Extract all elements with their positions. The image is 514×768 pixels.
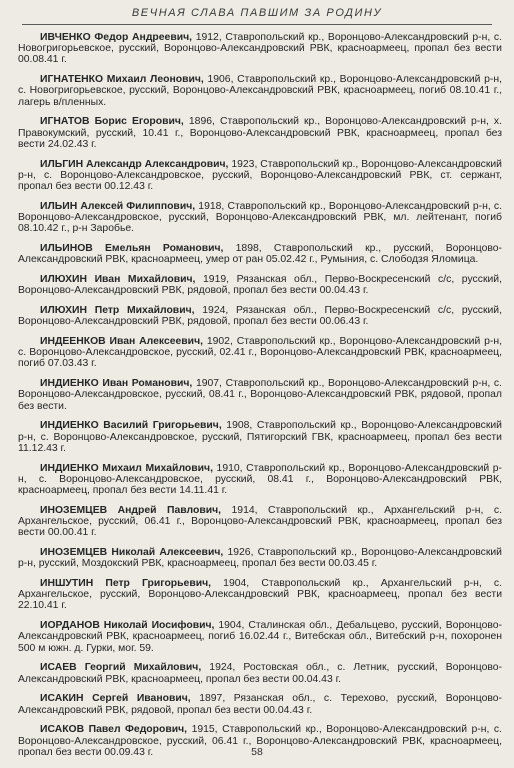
entry-details: 1915, Ставропольский кр., Воронцово-Александровский р-н, с. Воронцово-Александровское, русский, 06.41 г., Воронцово-Александровский РВК, красноармеец, пропал без вести 00.09.43 г. bbox=[18, 724, 502, 758]
entry-name: ИЛЬГИН Александр Александрович, bbox=[40, 158, 229, 170]
entry-details: 1914, Ставропольский кр., Архангельский р-н, с. Архангельское, русский, 06.41 г., Воронцово-Александровский РВК, красноармеец, пропал без вести 00.00.41 г. bbox=[18, 504, 502, 539]
entry-details: 1906, Ставропольский кр., Воронцово-Александровский р-н, с. Новогригорьевское, русский, Воронцово-Александровский РВК, красноармеец, погиб 08.10.41 г., лагерь в/пленных. bbox=[18, 74, 503, 108]
memorial-entry bbox=[18, 420, 502, 454]
entry-list bbox=[18, 32, 502, 767]
entry-name: ИОРДАНОВ Николай Иосифович, bbox=[40, 620, 215, 632]
entry-name: ИНДИЕНКО Василий Григорьевич, bbox=[40, 420, 222, 432]
entry-name: ИНОЗЕМЦЕВ Андрей Павлович, bbox=[40, 504, 222, 516]
entry-details: 1896, Ставропольский кр., Воронцово-Александровский р-н, х. Правокумский, русский, 10.41 г., Воронцово-Александровский РВК, красноармеец, пропал без вести 24.02.43 г. bbox=[18, 116, 503, 150]
entry-name: ИСАКИН Сергей Иванович, bbox=[40, 693, 191, 705]
entry-name: ИСАЕВ Георгий Михайлович, bbox=[40, 662, 202, 674]
memorial-entry bbox=[18, 620, 502, 654]
entry-name: ИСАКОВ Павел Федорович, bbox=[40, 724, 188, 736]
memorial-entry bbox=[18, 305, 502, 327]
header-rule bbox=[22, 24, 492, 25]
entry-details: 1910, Ставропольский кр., Воронцово-Александровский р-н, с. Воронцово-Александровское, русский, 08.41 г., Воронцово-Александровский РВК, красноармеец, пропал без вести 14.11.41 г. bbox=[18, 462, 502, 497]
entry-details: 1897, Рязанская обл., с. Терехово, русский, Воронцово-Александровский РВК, рядовой, пропал без вести 00.04.43 г. bbox=[18, 693, 502, 716]
entry-details: 1902, Ставропольский кр., Воронцово-Александровский р-н, с. Воронцово-Александровское, русский, 02.41 г., Воронцово-Александровский РВК, красноармеец, погиб 07.03.43 г. bbox=[18, 336, 502, 370]
entry-details: 1908, Ставропольский кр., Воронцово-Александровский р-н, с. Воронцово-Александровское, русский, Пятигорский ГВК, красноармеец, пропал без вести 11.12.43 г. bbox=[18, 420, 502, 454]
memorial-entry bbox=[18, 274, 502, 296]
entry-name: ИНОЗЕМЦЕВ Николай Алексеевич, bbox=[40, 547, 224, 559]
memorial-entry bbox=[18, 662, 502, 684]
memorial-entry bbox=[18, 159, 502, 193]
entry-details: 1898, Ставропольский кр., русский, Воронцово-Александровский РВК, красноармеец, умер от ран 05.02.42 г., Румыния, с. Слободзя Яломица. bbox=[18, 243, 502, 266]
entry-name: ИНДИЕНКО Михаил Михайлович, bbox=[40, 462, 213, 474]
entry-name: ИЛЬИН Алексей Филиппович, bbox=[40, 200, 196, 212]
entry-details: 1918, Ставропольский кр., Воронцово-Александровский р-н, с. Воронцово-Александровское, русский, Воронцово-Александровский РВК, мл. лейтенант, погиб 08.10.42 г., р-н Заробье. bbox=[18, 200, 502, 235]
memorial-entry bbox=[18, 578, 502, 612]
memorial-entry bbox=[18, 336, 502, 370]
entry-name: ИГНАТЕНКО Михаил Леонович, bbox=[40, 74, 204, 86]
entry-name: ИЛЬИНОВ Емельян Романович, bbox=[40, 243, 224, 255]
memorial-entry bbox=[18, 463, 502, 497]
running-head: ВЕЧНАЯ СЛАВА ПАВШИМ ЗА РОДИНУ bbox=[131, 7, 383, 19]
entry-details: 1926, Ставропольский кр., Воронцово-Александровский р-н, русский, Моздокский РВК, красноармеец, пропал без вести 00.03.45 г. bbox=[18, 547, 502, 570]
memorial-entry bbox=[18, 116, 502, 150]
memorial-entry bbox=[18, 505, 502, 539]
entry-name: ИГНАТОВ Борис Егорович, bbox=[40, 116, 184, 128]
entry-name: ИНШУТИН Петр Григорьевич, bbox=[40, 578, 212, 590]
entry-name: ИНДИЕНКО Иван Романович, bbox=[40, 378, 193, 390]
entry-details: 1912, Ставропольский кр., Воронцово-Александровский р-н, с. Новогригорьевское, русский, Воронцово-Александровский РВК, красноармеец, пропал без вести 00.08.41 г. bbox=[18, 32, 503, 66]
entry-name: ИНДЕЕНКОВ Иван Алексеевич, bbox=[40, 336, 203, 348]
entry-details: 1923, Ставропольский кр., Воронцово-Александровский р-н, с. Воронцово-Александровское, русский, Воронцово-Александровский РВК, ст. сержант, пропал без вести 00.12.43 г. bbox=[18, 158, 502, 193]
entry-details: 1904, Ставропольский кр., Архангельский р-н, с. Архангельское, русский, Воронцово-Александровский РВК, красноармеец, пропал без вести 22.10.41 г. bbox=[18, 578, 502, 612]
memorial-entry bbox=[18, 32, 502, 66]
memorial-entry bbox=[18, 378, 502, 412]
entry-details: 1907, Ставропольский кр., Воронцово-Александровский р-н, с. Воронцово-Александровское, русский, 08.41 г., Воронцово-Александровский РВК, рядовой, пропал без вести. bbox=[18, 378, 502, 412]
entry-details: 1924, Ростовская обл., с. Летник, русский, Воронцово-Александровский РВК, красноармеец, пропал без вести 00.04.43 г. bbox=[18, 662, 502, 685]
entry-details: 1924, Рязанская обл., Перво-Воскресенский с/с, русский, Воронцово-Александровский РВК, рядовой, пропал без вести 00.06.43 г. bbox=[18, 305, 503, 328]
entry-details: 1919, Рязанская обл., Перво-Воскресенский с/с, русский, Воронцово-Александровский РВК, рядовой, пропал без вести 00.04.43 г. bbox=[18, 274, 502, 297]
memorial-entry bbox=[18, 201, 502, 235]
entry-name: ИЛЮХИН Петр Михайлович, bbox=[40, 305, 195, 317]
entry-name: ИЛЮХИН Иван Михайлович, bbox=[40, 274, 196, 286]
page-number: 58 bbox=[251, 746, 263, 758]
memorial-entry bbox=[18, 74, 502, 108]
memorial-entry bbox=[18, 547, 502, 569]
entry-name: ИВЧЕНКО Федор Андреевич, bbox=[40, 32, 193, 43]
entry-details: 1904, Сталинская обл., Дебальцево, русский, Воронцово-Александровский РВК, красноармеец, погиб 16.02.44 г., Витебская обл., Витебский р-н, похоронен 500 м южн. д. Гурки, мог. 59. bbox=[18, 620, 502, 654]
memorial-entry bbox=[18, 693, 502, 715]
memorial-entry bbox=[18, 243, 502, 265]
